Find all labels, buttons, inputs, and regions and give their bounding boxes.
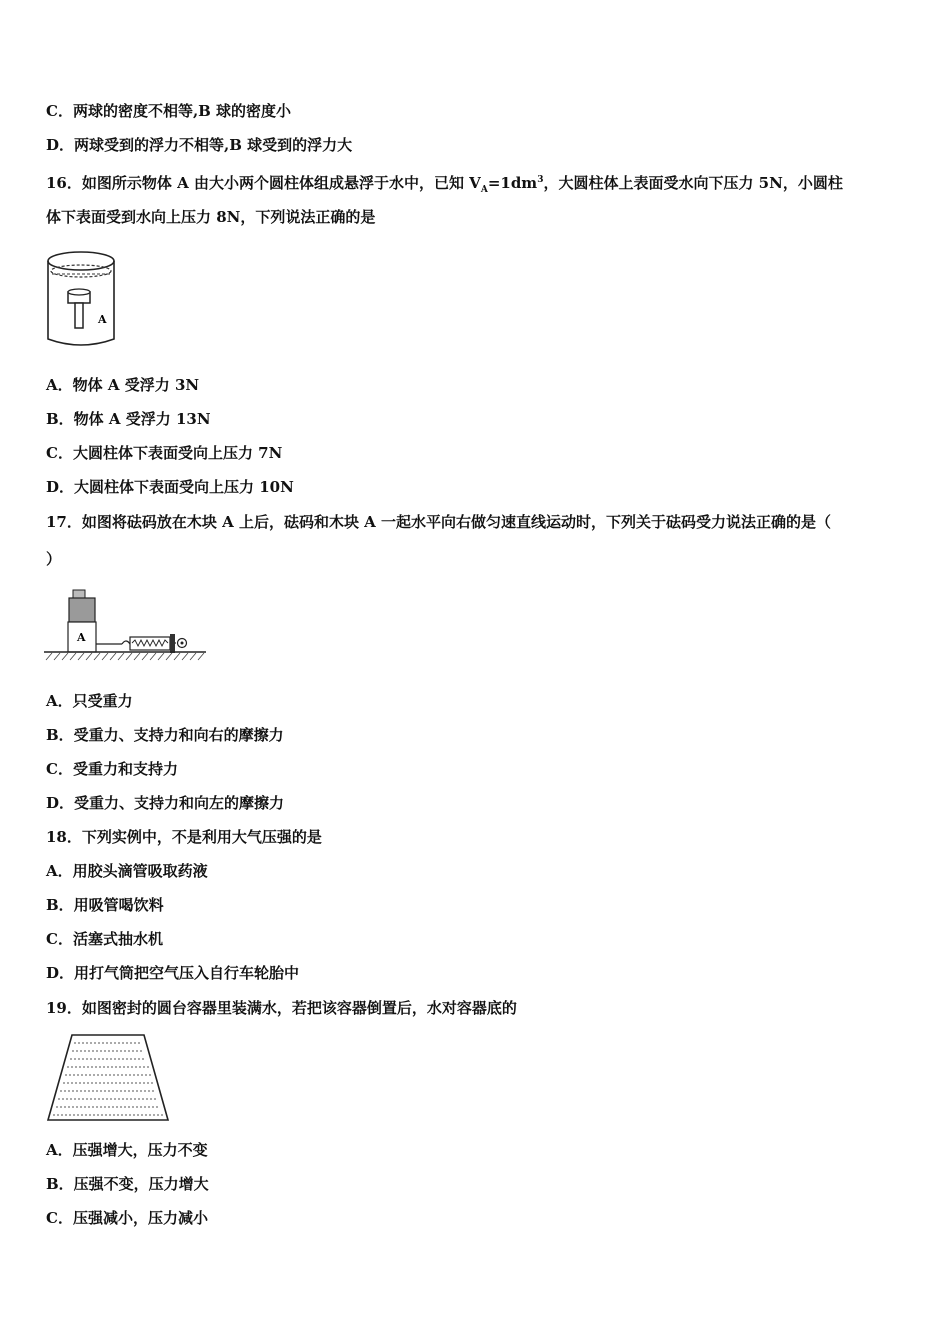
q15-option-d: D．两球受到的浮力不相等,B 球受到的浮力大 bbox=[46, 136, 353, 154]
q16-option-a: A．物体 A 受浮力 3N bbox=[46, 376, 200, 394]
q19-option-a: A．压强增大，压力不变 bbox=[46, 1141, 208, 1159]
q19-figure-frustum-container bbox=[44, 1032, 172, 1124]
q16-option-c: C．大圆柱体下表面受向上压力 7N bbox=[46, 444, 283, 462]
q18-option-d: D．用打气筒把空气压入自行车轮胎中 bbox=[46, 964, 300, 982]
q19-option-c: C．压强减小，压力减小 bbox=[46, 1209, 208, 1227]
q19-option-b: B．压强不变，压力增大 bbox=[46, 1175, 209, 1193]
q17-stem-line1: 17．如图将砝码放在木块 A 上后，砝码和木块 A 一起水平向右做匀速直线运动时，下列关于砝码受力说法正确的是（ bbox=[46, 513, 832, 531]
q17-option-a: A．只受重力 bbox=[46, 692, 133, 710]
q17-stem-line2: ） bbox=[46, 550, 62, 568]
q19-stem: 19．如图密封的圆台容器里装满水，若把该容器倒置后，水对容器底的 bbox=[46, 999, 517, 1017]
q17-option-b: B．受重力、支持力和向右的摩擦力 bbox=[46, 726, 284, 744]
q15-option-c: C．两球的密度不相等,B 球的密度小 bbox=[46, 102, 292, 120]
q16-figure-container-with-object bbox=[44, 247, 118, 353]
q16-option-b: B．物体 A 受浮力 13N bbox=[46, 410, 211, 428]
q17-option-d: D．受重力、支持力和向左的摩擦力 bbox=[46, 794, 285, 812]
q16-figure-label: A bbox=[98, 313, 107, 326]
q17-figure-weight-block-spring-scale bbox=[42, 588, 210, 672]
q16-stem-line2: 体下表面受到水向上压力 8N，下列说法正确的是 bbox=[46, 208, 376, 226]
q18-stem: 18．下列实例中，不是利用大气压强的是 bbox=[46, 828, 322, 846]
q18-option-b: B．用吸管喝饮料 bbox=[46, 896, 164, 914]
q16-option-d: D．大圆柱体下表面受向上压力 10N bbox=[46, 478, 294, 496]
q17-option-c: C．受重力和支持力 bbox=[46, 760, 178, 778]
q18-option-a: A．用胶头滴管吸取药液 bbox=[46, 862, 208, 880]
q16-stem-line1: 16．如图所示物体 A 由大小两个圆柱体组成悬浮于水中，已知 $V_A=1dm^3$，大圆柱体上表面受水向下压力 5N，小圆柱 bbox=[46, 174, 843, 195]
q18-option-c: C．活塞式抽水机 bbox=[46, 930, 163, 948]
q17-figure-label: A bbox=[77, 631, 86, 644]
